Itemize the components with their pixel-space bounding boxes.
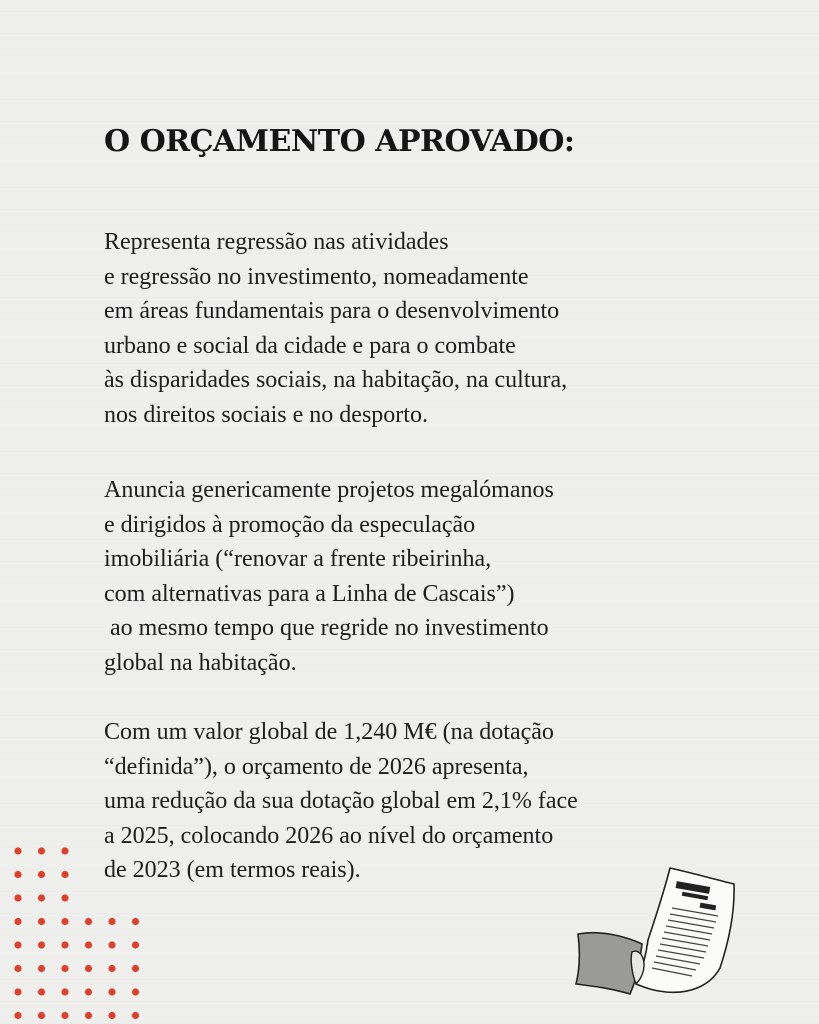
paragraph-line: com alternativas para a Linha de Cascais”) [104, 580, 515, 607]
decoration-dot [14, 918, 21, 925]
decoration-dot [61, 918, 68, 925]
decoration-dot [14, 894, 21, 901]
paragraph-2 [104, 473, 754, 680]
decoration-dot [14, 965, 21, 972]
decoration-dot [38, 918, 45, 925]
decoration-dot [38, 871, 45, 878]
decoration-dot [108, 965, 115, 972]
paragraph-line: de 2023 (em termos reais). [104, 857, 361, 883]
decoration-dot [61, 871, 68, 878]
receipt-scroll-icon [570, 864, 745, 999]
decoration-dot [108, 918, 115, 925]
decoration-dot [61, 894, 68, 901]
decoration-dot [132, 988, 139, 995]
paragraph-line: e regressão no investimento, nomeadamente [104, 263, 529, 290]
paragraph-line: Representa regressão nas atividades [104, 229, 449, 255]
decoration-dot [38, 941, 45, 948]
decoration-dot [108, 1012, 115, 1019]
paragraph-line: em áreas fundamentais para o desenvolvimento [104, 298, 560, 324]
decoration-dot [38, 1012, 45, 1019]
decoration-dot [61, 988, 68, 995]
paragraph-line: imobiliária (“renovar a frente ribeirinha, [104, 546, 492, 572]
paragraph-3 [104, 715, 754, 888]
paragraph-line: às disparidades sociais, na habitação, na cultura, [104, 367, 568, 393]
decoration-dot [85, 1012, 92, 1019]
decoration-dot [132, 1012, 139, 1019]
decoration-dot [85, 941, 92, 948]
decoration-dot [61, 847, 68, 854]
decoration-dot [132, 965, 139, 972]
paragraph-line: urbano e social da cidade e para o combate [104, 332, 516, 359]
decoration-dot [132, 918, 139, 925]
decoration-dot [38, 965, 45, 972]
decoration-dot [14, 847, 21, 854]
decoration-dot [108, 941, 115, 948]
paragraph-line: uma redução da sua dotação global em 2,1% face [104, 788, 578, 814]
decoration-dot [61, 1012, 68, 1019]
paragraph-line: a 2025, colocando 2026 ao nível do orçamento [104, 822, 554, 849]
decoration-dot [61, 941, 68, 948]
paragraph-line: nos direitos sociais e no desporto. [104, 401, 428, 428]
decoration-dot [38, 894, 45, 901]
decoration-dot [14, 1012, 21, 1019]
paragraph-line: global na habitação. [104, 649, 297, 676]
decoration-dot [38, 847, 45, 854]
paragraph-line: “definida”), o orçamento de 2026 apresenta, [104, 753, 529, 780]
decoration-dot [38, 988, 45, 995]
paragraph-line: Anuncia genericamente projetos megalómanos [104, 477, 554, 503]
decoration-dot [14, 871, 21, 878]
decoration-dot [85, 988, 92, 995]
paragraph-line: ao mesmo tempo que regride no investimento [104, 615, 549, 641]
decoration-dot [14, 988, 21, 995]
paragraph-line: Com um valor global de 1,240 M€ (na dotação [104, 719, 554, 745]
decoration-dot [14, 941, 21, 948]
paragraph-1 [104, 225, 754, 432]
decoration-dot [108, 988, 115, 995]
decoration-dot [85, 918, 92, 925]
decoration-dot [132, 941, 139, 948]
page-title: O ORÇAMENTO APROVADO: [104, 124, 575, 159]
dot-pattern-decoration [12, 840, 152, 1024]
decoration-dot [85, 965, 92, 972]
decoration-dot [61, 965, 68, 972]
paragraph-line: e dirigidos à promoção da especulação [104, 511, 476, 538]
